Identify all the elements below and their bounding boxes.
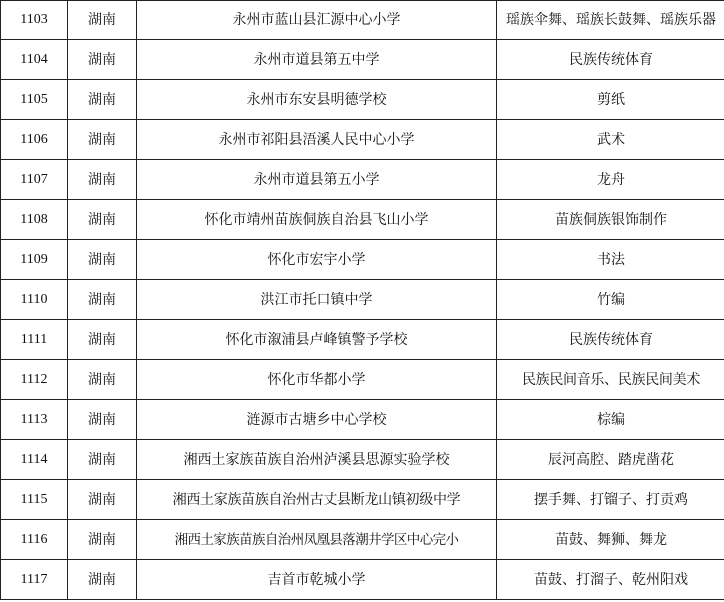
province-cell: 湖南 bbox=[68, 400, 137, 440]
project-cell: 武术 bbox=[497, 120, 724, 160]
province-cell: 湖南 bbox=[68, 520, 137, 560]
project-cell: 书法 bbox=[497, 240, 724, 280]
province-cell: 湖南 bbox=[68, 560, 137, 600]
school-name-cell: 湘西土家族苗族自治州泸溪县思源实验学校 bbox=[137, 440, 497, 480]
project-cell: 民族传统体育 bbox=[497, 40, 724, 80]
school-name-cell: 永州市道县第五中学 bbox=[137, 40, 497, 80]
table-row bbox=[1, 480, 724, 520]
row-number: 1116 bbox=[1, 520, 68, 560]
project-cell: 民族民间音乐、民族民间美术 bbox=[497, 360, 724, 400]
row-number: 1115 bbox=[1, 480, 68, 520]
school-name-cell: 吉首市乾城小学 bbox=[137, 560, 497, 600]
table-row bbox=[1, 1, 724, 40]
project-cell: 摆手舞、打镏子、打贡鸡 bbox=[497, 480, 724, 520]
row-number: 1109 bbox=[1, 240, 68, 280]
table-row bbox=[1, 280, 724, 320]
province-cell: 湖南 bbox=[68, 120, 137, 160]
row-number: 1107 bbox=[1, 160, 68, 200]
province-cell: 湖南 bbox=[68, 160, 137, 200]
project-cell: 苗鼓、打溜子、乾州阳戏 bbox=[497, 560, 724, 600]
table-row bbox=[1, 80, 724, 120]
province-cell: 湖南 bbox=[68, 320, 137, 360]
row-number: 1110 bbox=[1, 280, 68, 320]
province-cell: 湖南 bbox=[68, 440, 137, 480]
row-number: 1106 bbox=[1, 120, 68, 160]
table-row bbox=[1, 400, 724, 440]
province-cell: 湖南 bbox=[68, 360, 137, 400]
province-cell: 湖南 bbox=[68, 280, 137, 320]
school-name-cell: 怀化市宏宇小学 bbox=[137, 240, 497, 280]
school-name-cell: 永州市道县第五小学 bbox=[137, 160, 497, 200]
table-row bbox=[1, 440, 724, 480]
school-name-cell: 洪江市托口镇中学 bbox=[137, 280, 497, 320]
table-row bbox=[1, 160, 724, 200]
table-row bbox=[1, 40, 724, 80]
project-cell: 剪纸 bbox=[497, 80, 724, 120]
row-number: 1105 bbox=[1, 80, 68, 120]
project-cell: 竹编 bbox=[497, 280, 724, 320]
table-row bbox=[1, 360, 724, 400]
row-number: 1108 bbox=[1, 200, 68, 240]
project-cell: 瑶族伞舞、瑶族长鼓舞、瑶族乐器 bbox=[497, 1, 724, 40]
province-cell: 湖南 bbox=[68, 1, 137, 40]
school-name-cell: 永州市祁阳县浯溪人民中心小学 bbox=[137, 120, 497, 160]
school-name-cell: 涟源市古塘乡中心学校 bbox=[137, 400, 497, 440]
school-name-cell: 怀化市华都小学 bbox=[137, 360, 497, 400]
project-cell: 苗族侗族银饰制作 bbox=[497, 200, 724, 240]
row-number: 1117 bbox=[1, 560, 68, 600]
table-row bbox=[1, 560, 724, 600]
province-cell: 湖南 bbox=[68, 480, 137, 520]
table-row bbox=[1, 240, 724, 280]
row-number: 1113 bbox=[1, 400, 68, 440]
project-cell: 民族传统体育 bbox=[497, 320, 724, 360]
table-row bbox=[1, 200, 724, 240]
province-cell: 湖南 bbox=[68, 200, 137, 240]
row-number: 1114 bbox=[1, 440, 68, 480]
project-cell: 龙舟 bbox=[497, 160, 724, 200]
project-cell: 苗鼓、舞狮、舞龙 bbox=[497, 520, 724, 560]
table-row bbox=[1, 520, 724, 560]
project-cell: 棕编 bbox=[497, 400, 724, 440]
school-name-cell: 永州市蓝山县汇源中心小学 bbox=[137, 1, 497, 40]
province-cell: 湖南 bbox=[68, 240, 137, 280]
province-cell: 湖南 bbox=[68, 40, 137, 80]
row-number: 1103 bbox=[1, 1, 68, 40]
school-name-cell: 湘西土家族苗族自治州古丈县断龙山镇初级中学 bbox=[137, 480, 497, 520]
row-number: 1111 bbox=[1, 320, 68, 360]
school-name-cell: 湘西土家族苗族自治州凤凰县落潮井学区中心完小 bbox=[137, 520, 497, 560]
table-row bbox=[1, 120, 724, 160]
school-name-cell: 怀化市靖州苗族侗族自治县飞山小学 bbox=[137, 200, 497, 240]
row-number: 1112 bbox=[1, 360, 68, 400]
row-number: 1104 bbox=[1, 40, 68, 80]
province-cell: 湖南 bbox=[68, 80, 137, 120]
table-row bbox=[1, 320, 724, 360]
project-cell: 辰河高腔、踏虎凿花 bbox=[497, 440, 724, 480]
school-name-cell: 怀化市溆浦县卢峰镇警予学校 bbox=[137, 320, 497, 360]
school-name-cell: 永州市东安县明德学校 bbox=[137, 80, 497, 120]
